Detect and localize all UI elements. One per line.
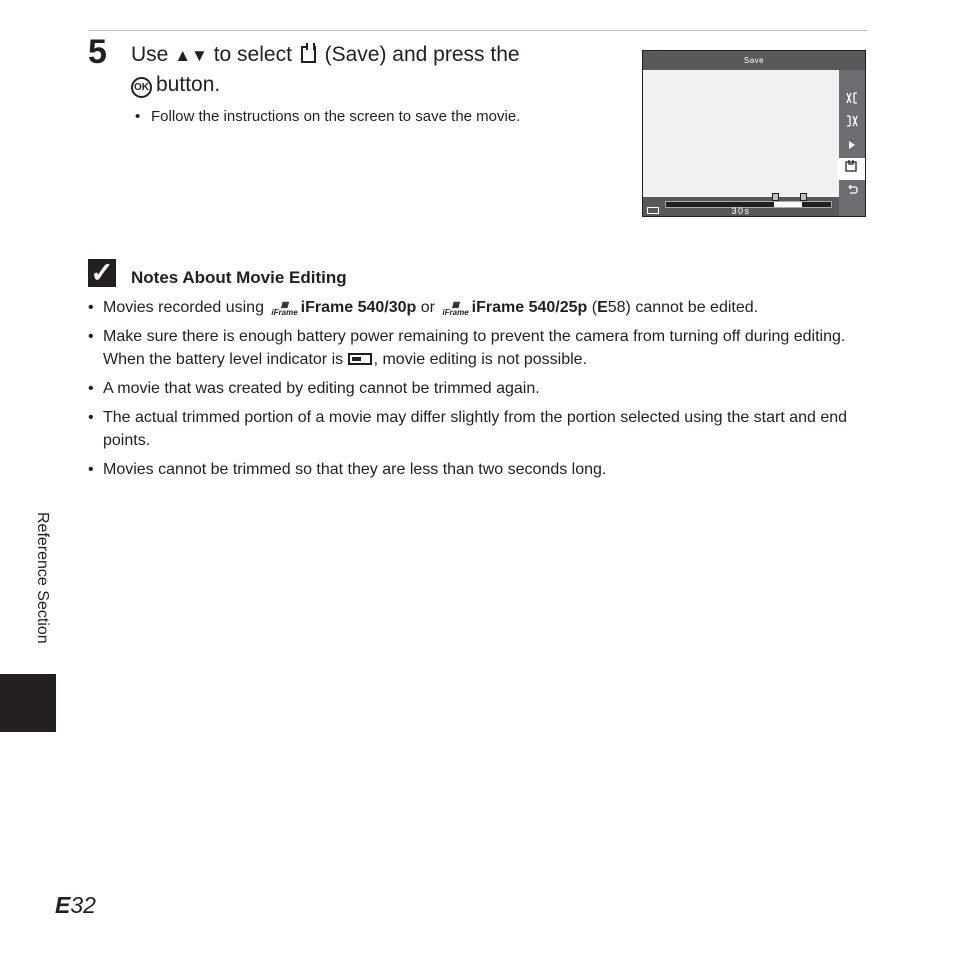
note-text: Movies recorded using [103, 299, 264, 316]
step-bullet: • Follow the instructions on the screen to save the movie. [135, 108, 521, 125]
page-number-value: 32 [70, 892, 96, 918]
back-icon [839, 181, 865, 203]
up-down-arrows-icon: ▲▼ [174, 46, 208, 65]
camera-preview [643, 70, 839, 197]
iframe-icon-label: iFrame [442, 308, 469, 317]
step-to-select: to select [213, 43, 292, 66]
ref-open: ( [591, 299, 598, 316]
battery-low-icon [348, 353, 372, 365]
step-number: 5 [88, 33, 107, 71]
note-text: cannot be edited. [635, 299, 759, 316]
ok-button-icon: OK [131, 77, 152, 98]
trim-end-icon [839, 113, 865, 135]
camera-side-menu [839, 70, 865, 216]
trim-start-icon [839, 90, 865, 112]
iframe-icon: ▦ iFrame [271, 300, 298, 317]
reference-section-icon: E [597, 299, 608, 316]
step-instruction [131, 40, 611, 99]
list-item: • Movies cannot be trimmed so that they are less than two seconds long. [88, 458, 868, 481]
iframe-icon: ▦ iFrame [442, 300, 469, 317]
option-iframe-30p: iFrame 540/30p [300, 299, 417, 316]
list-item: • The actual trimmed portion of a movie may differ slightly from the portion selected using the start and end points. [88, 406, 868, 452]
iframe-icon-label: iFrame [271, 308, 298, 317]
section-tab-block [0, 674, 56, 732]
section-tab-label: Reference Section [34, 512, 51, 644]
movie-length: 30s [731, 206, 751, 216]
page-number [55, 890, 96, 920]
play-icon [839, 136, 865, 158]
page-reference [592, 299, 631, 316]
reference-section-icon: E [55, 892, 71, 918]
list-item [88, 296, 868, 319]
note-text: Make sure there is enough battery power remaining to prevent the camera from turning off during editing. When the battery level indicator is [103, 328, 846, 368]
notes-title: Notes About Movie Editing [131, 268, 347, 287]
note-text: , movie editing is not possible. [373, 351, 588, 368]
step-use: Use [131, 43, 169, 66]
note-text: or [420, 299, 435, 316]
save-icon [301, 46, 316, 63]
ref-page: 58) [607, 299, 631, 316]
camera-screen-title: Save [643, 51, 865, 70]
list-item [88, 325, 868, 371]
top-rule [88, 30, 867, 31]
check-icon: ✓ [88, 259, 116, 287]
option-iframe-25p: iFrame 540/25p [471, 299, 588, 316]
step-bullet-text: Follow the instructions on the screen to save the movie. [151, 108, 521, 125]
save-menu-icon [837, 158, 865, 180]
start-marker-icon [772, 193, 779, 201]
list-item: • A movie that was created by editing cannot be trimmed again. [88, 377, 868, 400]
step-button: button. [156, 73, 221, 96]
notes-list [88, 296, 868, 487]
end-marker-icon [800, 193, 807, 201]
step-save-rest: (Save) and press the [324, 43, 520, 66]
camera-screen [642, 50, 866, 217]
camera-bottom-bar [643, 197, 839, 216]
